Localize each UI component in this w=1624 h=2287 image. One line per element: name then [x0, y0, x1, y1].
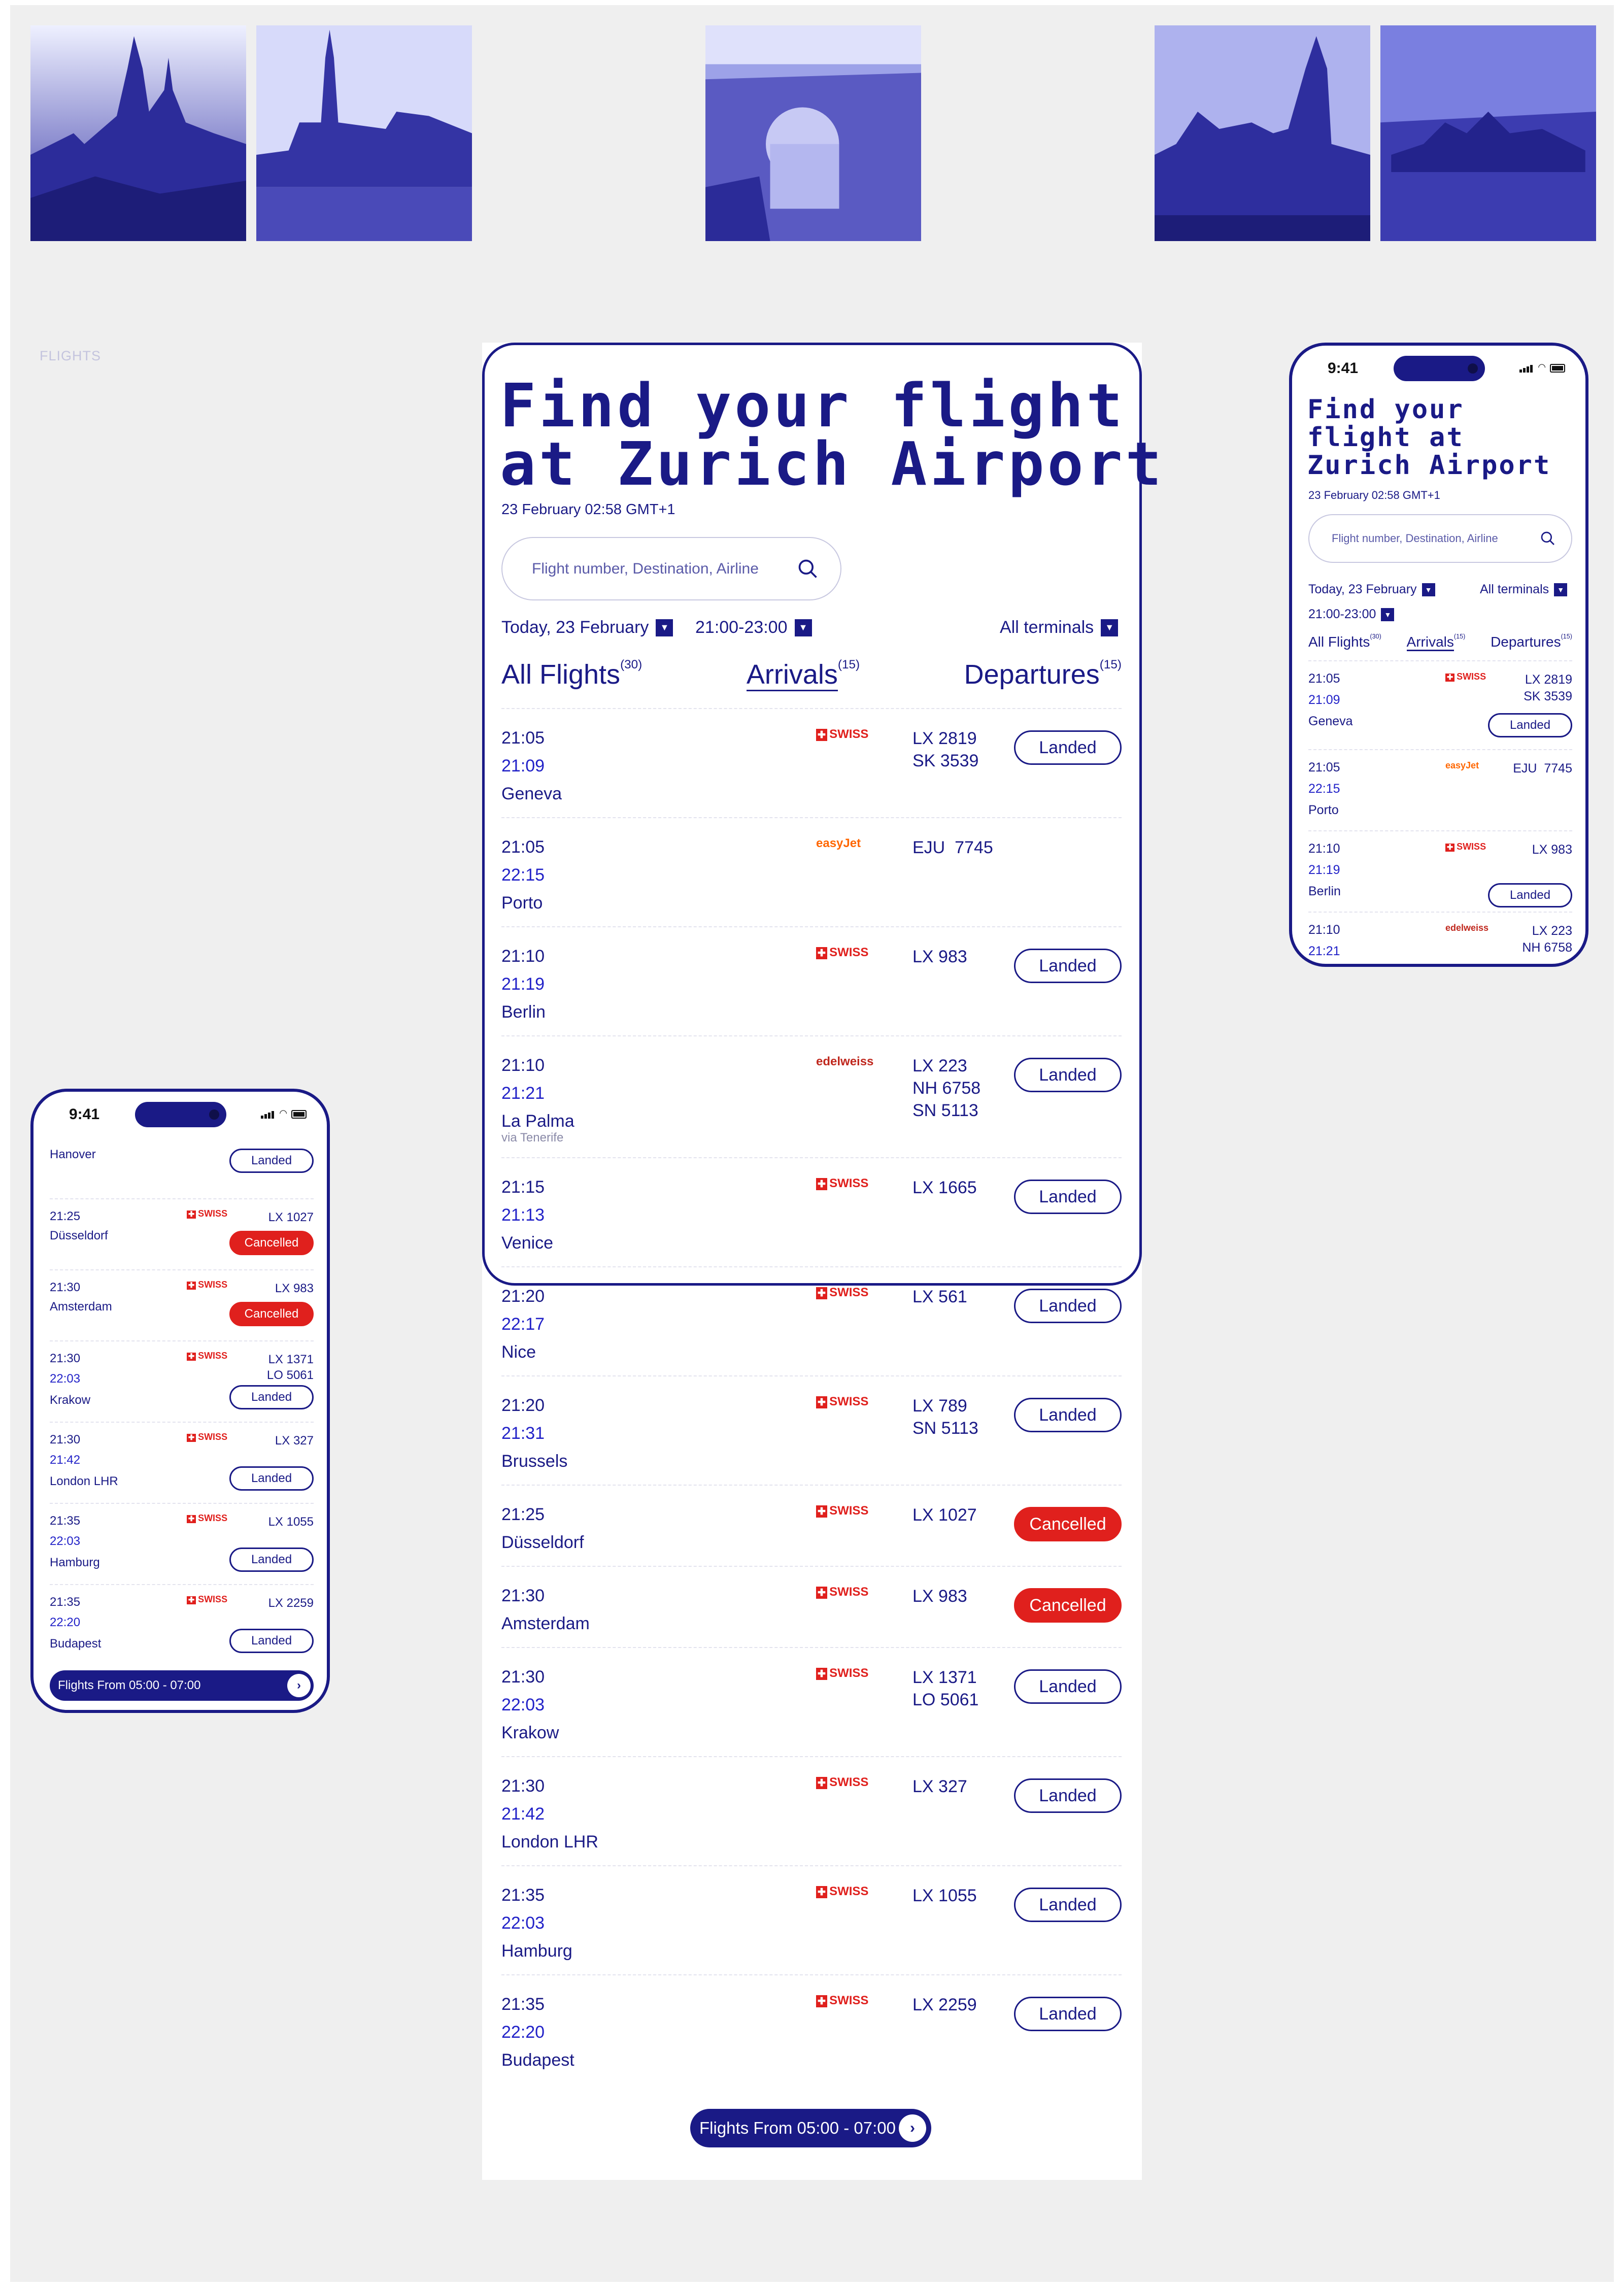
actual-time: 21:09 — [501, 756, 545, 776]
status-badge: Landed — [229, 1385, 314, 1409]
swiss-logo-text: SWISS — [829, 1286, 869, 1299]
status-badge: Landed — [1488, 883, 1572, 907]
swiss-logo — [816, 1666, 868, 1680]
swiss-logo — [1445, 671, 1486, 682]
list-item[interactable] — [50, 1584, 314, 1665]
flight-codes: LX 983 — [275, 1282, 314, 1295]
photo-london — [1155, 25, 1370, 241]
list-item[interactable] — [50, 1340, 314, 1422]
actual-time: 22:15 — [501, 865, 545, 885]
easyjet-logo — [1445, 760, 1479, 771]
swiss-logo-text: SWISS — [829, 1666, 869, 1680]
destination: Düsseldorf — [50, 1229, 108, 1242]
list-item[interactable] — [50, 1422, 314, 1503]
status-badge: Landed — [1014, 949, 1122, 983]
swiss-logo — [187, 1208, 227, 1219]
flight-codes: EJU 7745 — [912, 838, 993, 857]
swiss-cross-icon: ✚ — [187, 1282, 196, 1290]
actual-time: 21:19 — [1308, 863, 1340, 877]
easyjet-logo-text: easyJet — [1445, 760, 1479, 770]
swiss-cross-icon: ✚ — [816, 947, 827, 959]
swiss-cross-icon: ✚ — [187, 1210, 196, 1219]
time-filter[interactable] — [695, 618, 812, 637]
swiss-logo — [816, 1585, 868, 1599]
status-badge: Cancelled — [229, 1231, 314, 1255]
battery-icon — [291, 1110, 307, 1119]
scheduled-time: 21:10 — [501, 1056, 545, 1075]
tab-count: (30) — [620, 658, 642, 671]
phone-mockup-right — [1289, 343, 1588, 967]
next-window-button[interactable] — [50, 1670, 314, 1701]
edel-logo-text: edelweiss — [816, 1055, 874, 1068]
scheduled-time: 21:10 — [501, 947, 545, 966]
search-input[interactable] — [501, 537, 841, 600]
date-time: 23 February 02:58 GMT+1 — [501, 501, 675, 518]
destination: Hamburg — [50, 1556, 100, 1569]
flight-codes: LX 1027 — [268, 1210, 314, 1224]
table-row[interactable] — [501, 1865, 1122, 1974]
swiss-logo-text: SWISS — [1457, 671, 1486, 682]
clock: 9:41 — [69, 1106, 100, 1123]
destination: Brussels — [501, 1452, 568, 1471]
flight-codes: LX 789 SN 5113 — [912, 1396, 978, 1438]
tab-label: Departures — [964, 659, 1100, 690]
swiss-cross-icon: ✚ — [1445, 674, 1454, 682]
tab-all-flights[interactable] — [501, 659, 642, 690]
scheduled-time: 21:35 — [501, 1886, 545, 1905]
phone-title-line2: flight at — [1307, 422, 1464, 453]
terminal-filter[interactable] — [1000, 618, 1118, 637]
swiss-cross-icon: ✚ — [816, 1178, 827, 1190]
swiss-cross-icon: ✚ — [187, 1515, 196, 1523]
swiss-logo — [816, 946, 868, 960]
flight-codes: LX 2819 SK 3539 — [1524, 672, 1572, 703]
destination: La Palma — [501, 1112, 574, 1131]
status-badge: Landed — [1014, 1888, 1122, 1922]
flight-codes: LX 1055 — [268, 1515, 314, 1529]
destination: Hamburg — [501, 1941, 572, 1961]
phone-search-placeholder: Flight number, Destination, Airline — [1332, 532, 1498, 545]
flight-codes: LX 327 — [275, 1434, 314, 1448]
destination: Budapest — [501, 2050, 574, 2070]
flight-codes: LX 2259 — [912, 1995, 977, 2014]
tab-label: All Flights — [501, 659, 621, 690]
battery-icon — [1550, 364, 1565, 373]
swiss-logo — [816, 727, 868, 742]
destination: Hanover — [50, 1148, 96, 1161]
signal-icon — [1519, 363, 1534, 373]
actual-time: 22:03 — [501, 1695, 545, 1714]
scheduled-time: 21:05 — [1308, 760, 1340, 775]
status-bar — [33, 1092, 327, 1127]
flight-codes: LX 983 — [912, 947, 967, 966]
easyjet-logo-text: easyJet — [816, 836, 861, 850]
scheduled-time: 21:35 — [50, 1514, 81, 1528]
edel-logo — [1445, 923, 1488, 933]
actual-time: 22:17 — [501, 1315, 545, 1334]
hero-title-line1: Find your flight — [500, 371, 1126, 441]
flight-codes: LX 983 — [1532, 843, 1572, 857]
flight-codes: LX 2259 — [268, 1596, 314, 1610]
swiss-cross-icon: ✚ — [187, 1353, 196, 1361]
table-row[interactable] — [501, 708, 1122, 817]
actual-time: 21:13 — [501, 1205, 545, 1225]
flight-codes: LX 327 — [912, 1777, 967, 1796]
swiss-logo — [187, 1351, 227, 1361]
table-row[interactable] — [501, 1485, 1122, 1566]
photo-hamburg — [256, 25, 472, 241]
flight-codes: LX 1055 — [912, 1886, 977, 1905]
scheduled-time: 21:25 — [50, 1209, 81, 1223]
swiss-cross-icon: ✚ — [816, 1886, 827, 1898]
tab-all-flights[interactable] — [1308, 634, 1381, 650]
swiss-logo-text: SWISS — [829, 1504, 869, 1518]
scheduled-time: 21:30 — [501, 1776, 545, 1796]
swiss-logo — [1445, 842, 1486, 852]
next-window-label: Flights From 05:00 - 07:00 — [699, 2118, 896, 2137]
flight-list — [501, 708, 1122, 2083]
edel-logo-text: edelweiss — [1445, 923, 1489, 933]
destination: Venice — [501, 1233, 554, 1253]
clock: 9:41 — [1328, 360, 1359, 377]
swiss-logo — [816, 1994, 868, 2008]
table-row[interactable] — [501, 817, 1122, 926]
tab-departures[interactable] — [1491, 634, 1572, 650]
status-badge: Landed — [1014, 730, 1122, 765]
status-badge: Landed — [229, 1149, 314, 1173]
phone-terminal-filter[interactable] — [1480, 582, 1567, 597]
swiss-logo-text: SWISS — [829, 1775, 869, 1789]
destination: Porto — [501, 893, 543, 913]
swiss-cross-icon: ✚ — [816, 1668, 827, 1680]
swiss-logo — [816, 1504, 868, 1518]
tab-count: (15) — [1561, 633, 1572, 640]
phone-flight-list — [50, 1198, 314, 1665]
swiss-logo-text: SWISS — [829, 727, 869, 741]
destination: London LHR — [501, 1832, 598, 1852]
actual-time: 22:03 — [50, 1534, 81, 1548]
destination: Nice — [501, 1342, 536, 1362]
list-item[interactable] — [50, 1269, 314, 1340]
swiss-logo — [816, 1775, 868, 1790]
table-row[interactable] — [501, 1647, 1122, 1756]
photo-budapest — [1380, 25, 1596, 241]
swiss-logo — [187, 1513, 227, 1524]
destination: Amsterdam — [501, 1614, 590, 1633]
phone-mockup-left — [30, 1089, 330, 1713]
chevron-right-icon: › — [287, 1674, 311, 1697]
destination: Berlin — [501, 1002, 546, 1022]
tab-arrivals[interactable] — [747, 659, 860, 690]
status-badge: Landed — [229, 1548, 314, 1572]
swiss-logo — [187, 1280, 227, 1290]
swiss-logo — [816, 1885, 868, 1899]
destination: Düsseldorf — [501, 1533, 584, 1552]
swiss-cross-icon: ✚ — [187, 1596, 196, 1604]
table-row[interactable] — [501, 1974, 1122, 2083]
tab-label: Arrivals — [1407, 634, 1454, 651]
swiss-cross-icon: ✚ — [816, 1287, 827, 1299]
status-badge: Landed — [1014, 1778, 1122, 1813]
destination: Krakow — [501, 1723, 559, 1742]
table-row[interactable] — [501, 1756, 1122, 1865]
swiss-logo-text: SWISS — [829, 946, 869, 959]
status-badge: Landed — [1014, 1398, 1122, 1432]
wifi-icon: ◠ — [279, 1108, 287, 1118]
scheduled-time: 21:30 — [501, 1667, 545, 1687]
phone-date-filter[interactable] — [1308, 582, 1435, 597]
flight-codes: LX 2819 SK 3539 — [912, 729, 979, 771]
hero-title-line2: at Zurich Airport — [500, 429, 1165, 499]
scheduled-time: 21:05 — [501, 837, 545, 857]
next-window-button[interactable] — [690, 2109, 931, 2147]
flight-codes: LX 1371 LO 5061 — [912, 1668, 979, 1710]
swiss-logo — [187, 1594, 227, 1605]
actual-time: 21:09 — [1308, 693, 1340, 707]
flight-codes: LX 1371 LO 5061 — [266, 1353, 314, 1383]
destination: Krakow — [50, 1393, 91, 1407]
caret-down-icon[interactable]: ▼ — [795, 619, 812, 636]
table-row[interactable] — [501, 926, 1122, 1035]
swiss-cross-icon: ✚ — [816, 1777, 827, 1789]
via-stop: via Tenerife — [501, 1131, 564, 1145]
swiss-logo-text: SWISS — [829, 1885, 869, 1898]
status-badge: Landed — [1014, 1058, 1122, 1092]
destination: Geneva — [501, 784, 562, 803]
status-badge: Landed — [1488, 713, 1572, 737]
list-item[interactable] — [1308, 749, 1572, 830]
caret-down-icon[interactable]: ▼ — [1381, 608, 1394, 621]
list-item[interactable] — [1308, 660, 1572, 749]
signal-icon — [261, 1109, 275, 1119]
flight-codes: EJU 7745 — [1513, 761, 1572, 776]
phone-search-input[interactable] — [1308, 514, 1572, 563]
tab-departures[interactable] — [964, 659, 1122, 690]
search-icon[interactable] — [797, 558, 819, 580]
table-row[interactable] — [501, 1035, 1122, 1157]
list-item[interactable] — [50, 1198, 314, 1269]
section-label: FLIGHTS — [40, 348, 101, 363]
actual-time: 22:20 — [501, 2023, 545, 2042]
phone-terminal-filter-label: All terminals — [1480, 582, 1549, 596]
scheduled-time: 21:30 — [501, 1586, 545, 1605]
scheduled-time: 21:05 — [501, 728, 545, 748]
edel-logo — [816, 1055, 873, 1069]
scheduled-time: 21:25 — [501, 1505, 545, 1524]
actual-time: 22:20 — [50, 1616, 81, 1629]
actual-time: 22:03 — [50, 1372, 81, 1386]
swiss-cross-icon: ✚ — [816, 1587, 827, 1599]
easyjet-logo — [816, 836, 861, 851]
tab-arrivals[interactable] — [1407, 634, 1466, 650]
swiss-cross-icon: ✚ — [816, 729, 827, 741]
list-item[interactable] — [50, 1137, 314, 1198]
swiss-logo-text: SWISS — [198, 1208, 228, 1219]
terminal-filter-label: All terminals — [1000, 618, 1094, 637]
date-filter-label: Today, 23 February — [501, 618, 649, 637]
phone-flight-tabs — [1308, 630, 1572, 650]
swiss-cross-icon: ✚ — [816, 1396, 827, 1408]
swiss-logo-text: SWISS — [1457, 842, 1486, 852]
phone-flight-list — [1308, 660, 1572, 967]
status-badge: Landed — [1014, 1180, 1122, 1214]
table-row[interactable] — [501, 1566, 1122, 1647]
flight-codes: LX 983 — [912, 1587, 967, 1606]
search-placeholder: Flight number, Destination, Airline — [532, 560, 759, 577]
actual-time: 21:21 — [1308, 944, 1340, 958]
actual-time: 21:19 — [501, 974, 545, 994]
phone-first-row — [50, 1137, 314, 1198]
table-row[interactable] — [501, 1157, 1122, 1266]
actual-time: 21:21 — [501, 1084, 545, 1103]
scheduled-time: 21:05 — [1308, 671, 1340, 686]
swiss-cross-icon: ✚ — [187, 1434, 196, 1442]
swiss-logo-text: SWISS — [198, 1280, 228, 1290]
phone-date-time: 23 February 02:58 GMT+1 — [1308, 489, 1440, 501]
status-badge: Cancelled — [229, 1302, 314, 1326]
photo-venice — [705, 25, 921, 241]
swiss-logo-text: SWISS — [829, 1585, 869, 1599]
scheduled-time: 21:10 — [1308, 842, 1340, 856]
actual-time: 21:42 — [501, 1804, 545, 1824]
flight-codes: LX 223 NH 6758 SN 5113 — [912, 1056, 981, 1121]
flight-tabs — [501, 655, 1122, 690]
status-badge: Landed — [1014, 1997, 1122, 2031]
scheduled-time: 21:20 — [501, 1396, 545, 1415]
tab-label: Departures — [1491, 634, 1561, 650]
caret-down-icon[interactable]: ▼ — [656, 619, 673, 636]
status-badge: Cancelled — [1014, 1507, 1122, 1541]
tab-count: (15) — [1453, 633, 1466, 640]
destination: Budapest — [50, 1637, 101, 1651]
time-filter-label: 21:00-23:00 — [695, 618, 788, 637]
caret-down-icon[interactable]: ▼ — [1101, 619, 1118, 636]
status-badge: Landed — [1014, 1669, 1122, 1704]
swiss-logo-text: SWISS — [829, 1994, 869, 2007]
swiss-logo-text: SWISS — [829, 1176, 869, 1190]
phone-time-filter[interactable] — [1308, 607, 1394, 622]
table-row[interactable] — [501, 1266, 1122, 1375]
caret-down-icon[interactable]: ▼ — [1554, 583, 1567, 596]
swiss-logo — [187, 1432, 227, 1442]
phone-title-line3: Zurich Airport — [1307, 450, 1551, 481]
search-icon[interactable] — [1540, 530, 1556, 547]
phone-title-line1: Find your — [1307, 394, 1464, 425]
swiss-logo-text: SWISS — [198, 1432, 228, 1442]
status-badge: Landed — [229, 1629, 314, 1653]
swiss-cross-icon: ✚ — [816, 1995, 827, 2007]
table-row[interactable] — [501, 1375, 1122, 1485]
scheduled-time: 21:10 — [1308, 923, 1340, 937]
dynamic-island — [1394, 356, 1485, 381]
list-item[interactable] — [1308, 912, 1572, 967]
swiss-cross-icon: ✚ — [816, 1505, 827, 1518]
flight-codes: LX 561 — [912, 1287, 967, 1306]
tab-label: All Flights — [1308, 634, 1370, 650]
swiss-logo-text: SWISS — [198, 1351, 228, 1361]
swiss-cross-icon: ✚ — [1445, 844, 1454, 852]
destination: Amsterdam — [50, 1300, 112, 1314]
flight-codes: LX 223 NH 6758 — [1522, 924, 1572, 955]
status-bar — [1292, 346, 1585, 381]
scheduled-time: 21:30 — [50, 1352, 81, 1365]
destination: Geneva — [1308, 714, 1353, 728]
scheduled-time: 21:30 — [50, 1281, 81, 1294]
chevron-right-icon: › — [899, 2114, 926, 2142]
photo-krakow — [30, 25, 246, 241]
phone-date-filter-label: Today, 23 February — [1308, 582, 1417, 596]
status-icons — [1519, 362, 1565, 373]
status-icons — [261, 1108, 307, 1119]
destination: London LHR — [50, 1474, 118, 1488]
flight-codes: LX 1665 — [912, 1178, 977, 1197]
destination: Berlin — [1308, 884, 1341, 898]
caret-down-icon[interactable]: ▼ — [1422, 583, 1435, 596]
date-filter[interactable] — [501, 618, 673, 637]
list-item[interactable] — [50, 1503, 314, 1584]
scheduled-time: 21:35 — [501, 1995, 545, 2014]
swiss-logo-text: SWISS — [198, 1513, 228, 1523]
scheduled-time: 21:20 — [501, 1287, 545, 1306]
tab-label: Arrivals — [747, 659, 838, 691]
tab-count: (30) — [1370, 633, 1381, 640]
tab-count: (15) — [1099, 658, 1122, 671]
scheduled-time: 21:30 — [50, 1433, 81, 1447]
actual-time: 22:03 — [501, 1913, 545, 1933]
phone-time-filter-label: 21:00-23:00 — [1308, 607, 1376, 621]
next-window-label: Flights From 05:00 - 07:00 — [58, 1678, 201, 1692]
dynamic-island — [135, 1102, 226, 1127]
status-badge: Landed — [1014, 1289, 1122, 1323]
wifi-icon: ◠ — [1538, 362, 1546, 372]
swiss-logo — [816, 1395, 868, 1409]
swiss-logo-text: SWISS — [829, 1395, 869, 1408]
scheduled-time: 21:35 — [50, 1595, 81, 1609]
swiss-logo — [816, 1176, 868, 1191]
actual-time: 21:31 — [501, 1424, 545, 1443]
status-badge: Landed — [229, 1466, 314, 1491]
tab-count: (15) — [837, 658, 860, 671]
scheduled-time: 21:15 — [501, 1178, 545, 1197]
list-item[interactable] — [1308, 830, 1572, 912]
swiss-logo — [816, 1286, 868, 1300]
destination: Porto — [1308, 803, 1339, 817]
status-badge: Cancelled — [1014, 1588, 1122, 1623]
actual-time: 22:15 — [1308, 782, 1340, 796]
flight-codes: LX 1027 — [912, 1505, 977, 1525]
swiss-logo-text: SWISS — [198, 1594, 228, 1604]
actual-time: 21:42 — [50, 1453, 81, 1467]
